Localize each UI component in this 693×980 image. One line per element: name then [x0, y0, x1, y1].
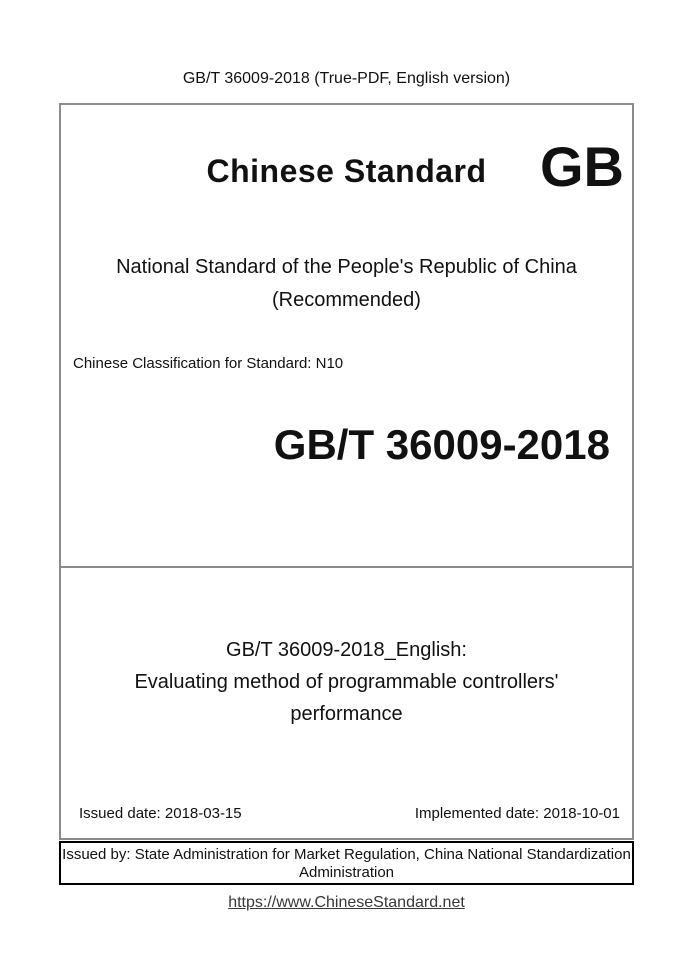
english-title-block: [61, 634, 632, 730]
classification-code: Chinese Classification for Standard: N10: [73, 355, 344, 372]
cover-top-section: [61, 105, 632, 568]
gb-logo: GB: [540, 135, 624, 198]
english-title-line2: Evaluating method of programmable controllers': [134, 671, 559, 693]
standard-number: GB/T 36009-2018: [273, 421, 610, 468]
cover-main-box: [59, 103, 634, 840]
brand-title: Chinese Standard: [206, 153, 487, 189]
english-title-line3: performance: [290, 703, 403, 725]
website-link[interactable]: https://www.ChineseStandard.net: [228, 894, 465, 911]
national-standard-block: [61, 251, 632, 317]
implemented-date: Implemented date: 2018-10-01: [414, 805, 620, 822]
document-header-title: GB/T 36009-2018 (True-PDF, English version): [182, 70, 511, 87]
cover-bottom-section: [61, 568, 632, 838]
issued-date: Issued date: 2018-03-15: [79, 805, 242, 822]
recommended-line: (Recommended): [272, 289, 421, 311]
issued-by-box: [59, 841, 634, 885]
issued-by-line2: Administration: [298, 864, 395, 881]
national-standard-line: National Standard of the People's Republic of China: [116, 256, 577, 278]
english-title-line1: GB/T 36009-2018_English:: [226, 639, 467, 661]
dates-row: [79, 805, 620, 822]
issued-by-line1: Issued by: State Administration for Market Regulation, China National Standardization: [62, 846, 631, 863]
footer-link-wrap: [0, 894, 693, 912]
